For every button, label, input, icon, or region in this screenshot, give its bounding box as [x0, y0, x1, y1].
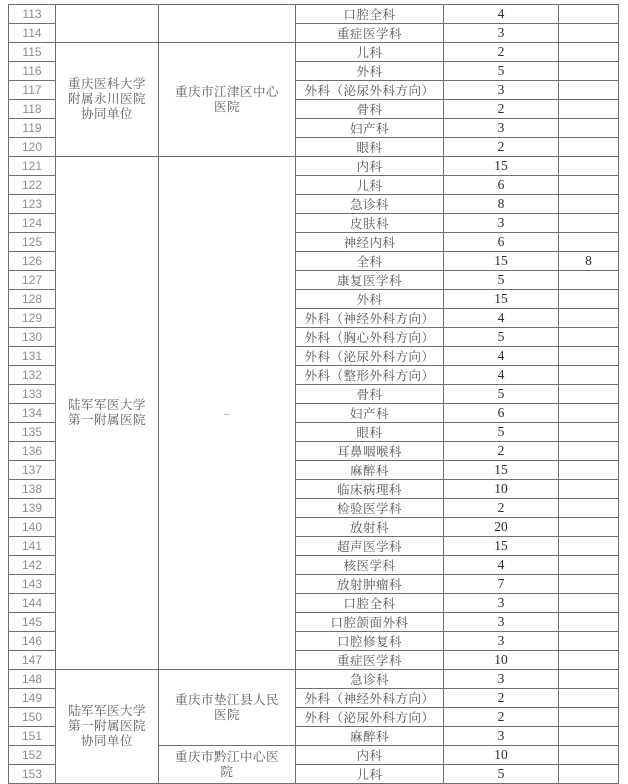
- quota-cell: 3: [444, 24, 559, 43]
- quota-cell: 10: [444, 651, 559, 670]
- extra-quota-cell: [559, 765, 619, 784]
- department-cell: 外科（整形外科方向）: [296, 366, 444, 385]
- department-cell: 口腔全科: [296, 5, 444, 24]
- quota-cell: 2: [444, 442, 559, 461]
- quota-cell: 10: [444, 746, 559, 765]
- row-number-cell: 146: [9, 632, 56, 651]
- extra-quota-cell: [559, 442, 619, 461]
- department-cell: 皮肤科: [296, 214, 444, 233]
- institution-cell: [56, 670, 159, 784]
- department-cell: 放射科: [296, 518, 444, 537]
- extra-quota-cell: [559, 119, 619, 138]
- quota-cell: 20: [444, 518, 559, 537]
- department-cell: 口腔修复科: [296, 632, 444, 651]
- institution-cell-line: 附属永川医院: [67, 92, 146, 106]
- quota-cell: 3: [444, 119, 559, 138]
- department-cell: 口腔颌面外科: [296, 613, 444, 632]
- department-cell: 核医学科: [296, 556, 444, 575]
- hospital-cell: [159, 746, 296, 784]
- department-cell: 急诊科: [296, 195, 444, 214]
- quota-cell: 3: [444, 632, 559, 651]
- institution-cell-line: 第一附属医院: [67, 413, 146, 427]
- quota-cell: 4: [444, 347, 559, 366]
- extra-quota-cell: [559, 5, 619, 24]
- row-number-cell: 119: [9, 119, 56, 138]
- quota-cell: 5: [444, 385, 559, 404]
- department-cell: 麻醉科: [296, 461, 444, 480]
- extra-quota-cell: [559, 746, 619, 765]
- extra-quota-cell: 8: [559, 252, 619, 271]
- row-number-cell: 123: [9, 195, 56, 214]
- institution-cell-line: 协同单位: [80, 734, 133, 748]
- department-cell: 儿科: [296, 765, 444, 784]
- row-number-cell: 148: [9, 670, 56, 689]
- recruitment-quota-table: [8, 4, 619, 784]
- quota-cell: 15: [444, 252, 559, 271]
- row-number-cell: 138: [9, 480, 56, 499]
- row-number-cell: 128: [9, 290, 56, 309]
- department-cell: 内科: [296, 746, 444, 765]
- hospital-cell-line: –: [223, 405, 231, 420]
- institution-cell: [56, 5, 159, 43]
- institution-cell: [56, 43, 159, 157]
- extra-quota-cell: [559, 499, 619, 518]
- quota-cell: 4: [444, 366, 559, 385]
- hospital-cell: [159, 670, 296, 746]
- row-number-cell: 130: [9, 328, 56, 347]
- row-number-cell: 134: [9, 404, 56, 423]
- hospital-cell-line: 重庆市江津区中心: [174, 84, 279, 99]
- institution-cell-line: 陆军军医大学: [67, 704, 146, 718]
- row-number-cell: 133: [9, 385, 56, 404]
- department-cell: 康复医学科: [296, 271, 444, 290]
- department-cell: 急诊科: [296, 670, 444, 689]
- department-cell: 重症医学科: [296, 24, 444, 43]
- department-cell: 临床病理科: [296, 480, 444, 499]
- row-number-cell: 144: [9, 594, 56, 613]
- quota-cell: 3: [444, 727, 559, 746]
- hospital-cell-line: 重庆市黔江中心医: [174, 749, 279, 764]
- extra-quota-cell: [559, 613, 619, 632]
- department-cell: 全科: [296, 252, 444, 271]
- department-cell: 眼科: [296, 138, 444, 157]
- row-number-cell: 125: [9, 233, 56, 252]
- department-cell: 检验医学科: [296, 499, 444, 518]
- quota-cell: 4: [444, 309, 559, 328]
- row-number-cell: 149: [9, 689, 56, 708]
- department-cell: 妇产科: [296, 404, 444, 423]
- hospital-cell-line: 医院: [213, 707, 240, 722]
- extra-quota-cell: [559, 328, 619, 347]
- extra-quota-cell: [559, 366, 619, 385]
- extra-quota-cell: [559, 404, 619, 423]
- row-number-cell: 135: [9, 423, 56, 442]
- extra-quota-cell: [559, 708, 619, 727]
- institution-cell-line: 第一附属医院: [67, 719, 146, 733]
- department-cell: 放射肿瘤科: [296, 575, 444, 594]
- extra-quota-cell: [559, 461, 619, 480]
- department-cell: 外科（胸心外科方向）: [296, 328, 444, 347]
- extra-quota-cell: [559, 81, 619, 100]
- row-number-cell: 139: [9, 499, 56, 518]
- row-number-cell: 120: [9, 138, 56, 157]
- row-number-cell: 152: [9, 746, 56, 765]
- department-cell: 麻醉科: [296, 727, 444, 746]
- extra-quota-cell: [559, 309, 619, 328]
- extra-quota-cell: [559, 176, 619, 195]
- row-number-cell: 131: [9, 347, 56, 366]
- department-cell: 外科（神经外科方向）: [296, 689, 444, 708]
- extra-quota-cell: [559, 43, 619, 62]
- quota-cell: 3: [444, 594, 559, 613]
- quota-cell: 3: [444, 613, 559, 632]
- quota-cell: 4: [444, 5, 559, 24]
- quota-cell: 5: [444, 62, 559, 81]
- quota-cell: 5: [444, 328, 559, 347]
- department-cell: 骨科: [296, 100, 444, 119]
- department-cell: 儿科: [296, 43, 444, 62]
- quota-cell: 2: [444, 138, 559, 157]
- quota-cell: 2: [444, 100, 559, 119]
- institution-cell-line: 协同单位: [80, 107, 133, 121]
- quota-cell: 5: [444, 271, 559, 290]
- quota-cell: 15: [444, 461, 559, 480]
- institution-cell-line: 重庆医科大学: [67, 77, 146, 91]
- extra-quota-cell: [559, 271, 619, 290]
- extra-quota-cell: [559, 632, 619, 651]
- row-number-cell: 140: [9, 518, 56, 537]
- department-cell: 内科: [296, 157, 444, 176]
- quota-cell: 15: [444, 290, 559, 309]
- hospital-cell: [159, 5, 296, 43]
- table-row: [9, 5, 619, 24]
- quota-cell: 3: [444, 670, 559, 689]
- row-number-cell: 126: [9, 252, 56, 271]
- row-number-cell: 137: [9, 461, 56, 480]
- row-number-cell: 122: [9, 176, 56, 195]
- row-number-cell: 151: [9, 727, 56, 746]
- extra-quota-cell: [559, 689, 619, 708]
- extra-quota-cell: [559, 480, 619, 499]
- quota-cell: 2: [444, 43, 559, 62]
- extra-quota-cell: [559, 727, 619, 746]
- department-cell: 耳鼻咽喉科: [296, 442, 444, 461]
- extra-quota-cell: [559, 290, 619, 309]
- extra-quota-cell: [559, 100, 619, 119]
- row-number-cell: 132: [9, 366, 56, 385]
- extra-quota-cell: [559, 157, 619, 176]
- hospital-cell-line: 院: [220, 764, 234, 779]
- quota-cell: 10: [444, 480, 559, 499]
- extra-quota-cell: [559, 651, 619, 670]
- quota-cell: 15: [444, 157, 559, 176]
- department-cell: 眼科: [296, 423, 444, 442]
- extra-quota-cell: [559, 138, 619, 157]
- row-number-cell: 113: [9, 5, 56, 24]
- quota-cell: 2: [444, 689, 559, 708]
- department-cell: 外科（泌尿外科方向）: [296, 708, 444, 727]
- hospital-cell-line: 重庆市垫江县人民: [174, 692, 279, 707]
- row-number-cell: 127: [9, 271, 56, 290]
- extra-quota-cell: [559, 62, 619, 81]
- department-cell: 外科（神经外科方向）: [296, 309, 444, 328]
- quota-cell: 15: [444, 537, 559, 556]
- quota-cell: 4: [444, 556, 559, 575]
- department-cell: 骨科: [296, 385, 444, 404]
- institution-cell: [56, 157, 159, 670]
- extra-quota-cell: [559, 556, 619, 575]
- extra-quota-cell: [559, 214, 619, 233]
- row-number-cell: 116: [9, 62, 56, 81]
- extra-quota-cell: [559, 233, 619, 252]
- extra-quota-cell: [559, 385, 619, 404]
- quota-cell: 3: [444, 81, 559, 100]
- row-number-cell: 150: [9, 708, 56, 727]
- hospital-cell: [159, 157, 296, 670]
- row-number-cell: 124: [9, 214, 56, 233]
- row-number-cell: 153: [9, 765, 56, 784]
- row-number-cell: 129: [9, 309, 56, 328]
- quota-cell: 5: [444, 765, 559, 784]
- row-number-cell: 114: [9, 24, 56, 43]
- extra-quota-cell: [559, 195, 619, 214]
- extra-quota-cell: [559, 670, 619, 689]
- extra-quota-cell: [559, 423, 619, 442]
- row-number-cell: 118: [9, 100, 56, 119]
- table-row: [9, 43, 619, 62]
- department-cell: 外科: [296, 62, 444, 81]
- institution-cell-line: 陆军军医大学: [67, 398, 146, 412]
- row-number-cell: 117: [9, 81, 56, 100]
- hospital-cell: [159, 43, 296, 157]
- row-number-cell: 143: [9, 575, 56, 594]
- row-number-cell: 145: [9, 613, 56, 632]
- table-row: [9, 157, 619, 176]
- row-number-cell: 147: [9, 651, 56, 670]
- department-cell: 神经内科: [296, 233, 444, 252]
- extra-quota-cell: [559, 594, 619, 613]
- quota-cell: 5: [444, 423, 559, 442]
- quota-cell: 6: [444, 404, 559, 423]
- extra-quota-cell: [559, 518, 619, 537]
- row-number-cell: 115: [9, 43, 56, 62]
- quota-cell: 7: [444, 575, 559, 594]
- quota-cell: 6: [444, 176, 559, 195]
- department-cell: 妇产科: [296, 119, 444, 138]
- department-cell: 超声医学科: [296, 537, 444, 556]
- row-number-cell: 121: [9, 157, 56, 176]
- department-cell: 儿科: [296, 176, 444, 195]
- table-row: [9, 670, 619, 689]
- extra-quota-cell: [559, 575, 619, 594]
- department-cell: 口腔全科: [296, 594, 444, 613]
- extra-quota-cell: [559, 24, 619, 43]
- quota-cell: 3: [444, 214, 559, 233]
- quota-cell: 8: [444, 195, 559, 214]
- department-cell: 外科: [296, 290, 444, 309]
- extra-quota-cell: [559, 347, 619, 366]
- row-number-cell: 142: [9, 556, 56, 575]
- quota-cell: 6: [444, 233, 559, 252]
- department-cell: 外科（泌尿外科方向）: [296, 81, 444, 100]
- department-cell: 重症医学科: [296, 651, 444, 670]
- quota-cell: 2: [444, 499, 559, 518]
- extra-quota-cell: [559, 537, 619, 556]
- quota-cell: 2: [444, 708, 559, 727]
- hospital-cell-line: 医院: [213, 99, 240, 114]
- department-cell: 外科（泌尿外科方向）: [296, 347, 444, 366]
- row-number-cell: 136: [9, 442, 56, 461]
- row-number-cell: 141: [9, 537, 56, 556]
